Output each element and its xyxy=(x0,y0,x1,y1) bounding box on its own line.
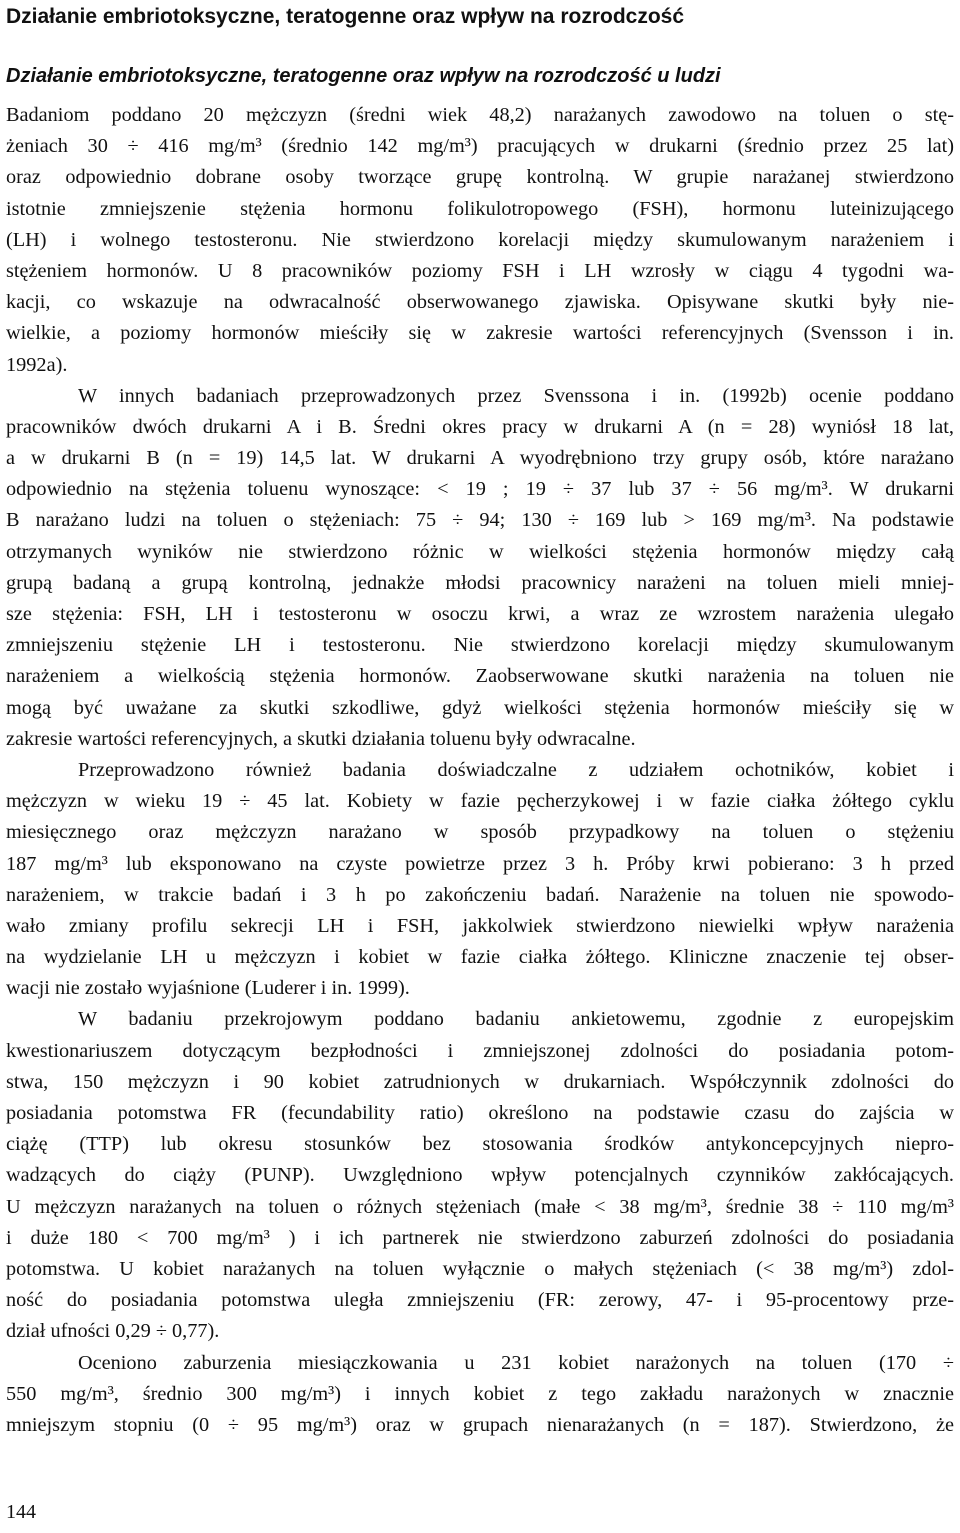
text-line: na wydzielanie LH u mężczyzn i kobiet w fazie ciałka żółtego. Kliniczne znaczenie tej obser- xyxy=(6,946,954,969)
text-line: grupą badaną a grupą kontrolną, jednakże młodsi pracownicy narażeni na toluen mieli mniej- xyxy=(6,571,954,594)
text-line: 1992a). xyxy=(6,353,68,376)
text-line: miesięcznego oraz mężczyzn narażano w sposób przypadkowy na toluen o stężeniu xyxy=(6,821,954,844)
text-line: zmniejszeniu stężenie LH i testosteronu. Nie stwierdzono korelacji między skumulowanym xyxy=(6,634,954,657)
text-line: mężczyzn w wieku 19 ÷ 45 lat. Kobiety w fazie pęcherzykowej i w fazie ciałka żółtego cyklu xyxy=(6,790,954,813)
text-line: (LH) i wolnego testosteronu. Nie stwierdzono korelacji między skumulowanym narażeniem i xyxy=(6,228,954,251)
text-line: wielkie, a poziomy hormonów mieściły się w zakresie wartości referencyjnych (Svensson i in. xyxy=(6,322,954,345)
text-line: narażeniem a wielkością stężenia hormonów. Zaobserwowane skutki narażenia na toluen nie xyxy=(6,665,954,688)
text-line: istotnie zmniejszenie stężenia hormonu folikulotropowego (FSH), hormonu luteinizującego xyxy=(6,197,954,220)
text-line: B narażano ludzi na toluen o stężeniach: 75 ÷ 94; 130 ÷ 169 lub > 169 mg/m³. Na podstawie xyxy=(6,509,954,532)
text-line: i duże 180 < 700 mg/m³ ) i ich partnerek nie stwierdzono zaburzeń zdolności do posiadania xyxy=(6,1226,954,1249)
text-line: pracowników dwóch drukarni A i B. Średni okres pracy w drukarni A (n = 28) wyniósł 18 lat, xyxy=(6,415,954,438)
text-line: U mężczyzn narażanych na toluen o różnych stężeniach (małe < 38 mg/m³, średnie 38 ÷ 110 mg/m³ xyxy=(6,1195,954,1218)
text-line: mniejszym stopniu (0 ÷ 95 mg/m³) oraz w grupach nienarażanych (n = 187). Stwierdzono, że xyxy=(6,1413,954,1436)
text-line: stężeniem hormonów. U 8 pracowników poziomy FSH i LH wzrosły w ciągu 4 tygodni wa- xyxy=(6,259,954,282)
text-line: posiadania potomstwa FR (fecundability ratio) określono na podstawie czasu do zajścia w xyxy=(6,1102,954,1124)
text-line: a w drukarni B (n = 19) 14,5 lat. W drukarni A wyodrębniono trzy grupy osób, które narażano xyxy=(6,447,954,470)
text-line: potomstwa. U kobiet narażanych na toluen wyłącznie o małych stężeniach (< 38 mg/m³) zdol- xyxy=(6,1257,954,1280)
text-line: zakresie wartości referencyjnych, a skutki działania toluenu były odwracalne. xyxy=(6,727,636,750)
text-line: ność do posiadania potomstwa uległa zmniejszeniu (FR: zerowy, 47- i 95-procentowy prze- xyxy=(6,1289,954,1312)
text-line: 550 mg/m³, średnio 300 mg/m³) i innych kobiet z tego zakładu narażonych w znacznie xyxy=(6,1382,954,1405)
text-line: 187 mg/m³ lub eksponowano na czyste powietrze przez 3 h. Próby krwi pobierano: 3 h przed xyxy=(6,852,954,875)
text-line: dział ufności 0,29 ÷ 0,77). xyxy=(6,1320,220,1343)
text-line: kwestionariuszem dotyczącym bezpłodności i zmniejszonej zdolności do posiadania potom- xyxy=(6,1039,954,1062)
subsection-heading: Działanie embriotoksyczne, teratogenne oraz wpływ na rozrodczość u ludzi xyxy=(6,65,721,87)
body-text xyxy=(6,100,954,1441)
text-line: odpowiednio na stężenia toluenu wynoszące: < 19 ; 19 ÷ 37 lub 37 ÷ 56 mg/m³. W drukarni xyxy=(6,478,954,501)
text-line: Badaniom poddano 20 mężczyzn (średni wiek 48,2) narażanych zawodowo na toluen o stę- xyxy=(6,104,954,126)
text-line: wacji nie zostało wyjaśnione (Luderer i in. 1999). xyxy=(6,977,410,1000)
text-line: otrzymanych wyników nie stwierdzono różnic w wielkości stężenia hormonów między całą xyxy=(6,540,954,563)
text-line: sze stężenia: FSH, LH i testosteronu w osoczu krwi, a wraz ze wzrostem narażenia ulegało xyxy=(6,603,954,625)
text-line: W badaniu przekrojowym poddano badaniu ankietowemu, zgodnie z europejskim xyxy=(78,1008,954,1031)
text-line: ciążę (TTP) lub okresu stosunków bez stosowania środków antykoncepcyjnych niepro- xyxy=(6,1133,954,1156)
section-heading: Działanie embriotoksyczne, teratogenne oraz wpływ na rozrodczość xyxy=(6,5,685,28)
text-line: kacji, co wskazuje na odwracalność obserwowanego zjawiska. Opisywane skutki były nie- xyxy=(6,291,954,314)
text-line: oraz odpowiednio dobrane osoby tworzące grupę kontrolną. W grupie narażanej stwierdzono xyxy=(6,166,954,189)
text-line: wało zmiany profilu sekrecji LH i FSH, jakkolwiek stwierdzono niewielki wpływ narażenia xyxy=(6,914,954,937)
text-line: Przeprowadzono również badania doświadczalne z udziałem ochotników, kobiet i xyxy=(78,758,954,781)
text-line: narażeniem, w trakcie badań i 3 h po zakończeniu badań. Narażenie na toluen nie spowodo- xyxy=(6,883,954,906)
page-number: 144 xyxy=(6,1501,36,1523)
text-line: wadzących do ciąży (PUNP). Uwzględniono wpływ potencjalnych czynników zakłócających. xyxy=(6,1164,954,1187)
text-line: W innych badaniach przeprowadzonych przez Svenssona i in. (1992b) ocenie poddano xyxy=(78,384,954,407)
text-line: Oceniono zaburzenia miesiączkowania u 231 kobiet narażonych na toluen (170 ÷ xyxy=(78,1351,954,1374)
text-line: mogą być uważane za skutki szkodliwe, gdyż wielkości stężenia hormonów mieściły się w xyxy=(6,696,954,719)
text-line: żeniach 30 ÷ 416 mg/m³ (średnio 142 mg/m³) pracujących w drukarni (średnio przez 25 lat) xyxy=(6,135,954,158)
text-line: stwa, 150 mężczyzn i 90 kobiet zatrudnionych w drukarniach. Współczynnik zdolności do xyxy=(6,1070,954,1093)
